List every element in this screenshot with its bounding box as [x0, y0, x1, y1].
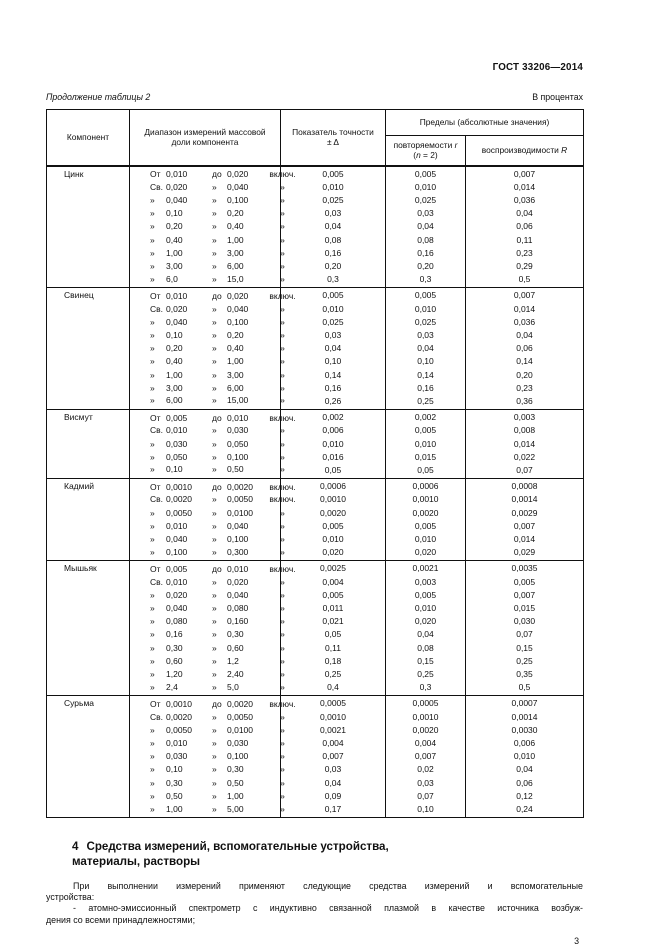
range-cell: » 3,00 » 6,00 » [130, 382, 281, 395]
value-cell: 0,004 [281, 737, 386, 750]
value-cell: 0,16 [281, 382, 386, 395]
component-cell: Мышьяк [47, 561, 130, 696]
value-cell: 0,010 [281, 303, 386, 316]
value-cell: 0,005 [386, 288, 466, 303]
value-cell: 0,010 [386, 602, 466, 615]
value-cell: 0,0020 [386, 724, 466, 737]
value-cell: 0,06 [466, 342, 584, 355]
table-row [47, 410, 584, 425]
range-cell: » 0,20 » 0,40 » [130, 342, 281, 355]
value-cell: 0,02 [386, 763, 466, 776]
value-cell: 0,0014 [466, 493, 584, 506]
value-cell: 0,020 [281, 546, 386, 561]
range-cell: » 1,20 » 2,40 » [130, 668, 281, 681]
range-cell: » 0,10 » 0,50 » [130, 464, 281, 479]
value-cell: 0,23 [466, 382, 584, 395]
value-cell: 0,016 [281, 451, 386, 464]
value-cell: 0,3 [386, 681, 466, 696]
col-header-repeatability: повторяемости r (n = 2) [386, 136, 466, 166]
value-cell: 0,05 [281, 464, 386, 479]
range-cell: От 0,010 до 0,020 включ. [130, 288, 281, 303]
value-cell: 0,08 [386, 234, 466, 247]
range-cell: » 0,030 » 0,100 » [130, 750, 281, 763]
range-cell: Св. 0,0020 » 0,0050 включ. [130, 493, 281, 506]
value-cell: 0,06 [466, 220, 584, 233]
table-row [47, 561, 584, 576]
value-cell: 0,005 [281, 589, 386, 602]
value-cell: 0,007 [466, 288, 584, 303]
value-cell: 0,025 [281, 194, 386, 207]
value-cell: 0,014 [466, 181, 584, 194]
value-cell: 0,25 [466, 655, 584, 668]
value-cell: 0,20 [281, 260, 386, 273]
value-cell: 0,021 [281, 615, 386, 628]
value-cell: 0,0010 [281, 493, 386, 506]
range-cell: » 6,0 » 15,0 » [130, 273, 281, 288]
value-cell: 0,010 [386, 303, 466, 316]
range-cell: » 0,080 » 0,160 » [130, 615, 281, 628]
value-cell: 0,025 [281, 316, 386, 329]
value-cell: 0,04 [386, 342, 466, 355]
value-cell: 0,25 [386, 395, 466, 410]
value-cell: 0,15 [466, 642, 584, 655]
col-header-accuracy: Показатель точности ± Δ [281, 110, 386, 166]
value-cell: 0,036 [466, 194, 584, 207]
value-cell: 0,003 [466, 410, 584, 425]
value-cell: 0,005 [386, 424, 466, 437]
range-cell: » 0,30 » 0,60 » [130, 642, 281, 655]
value-cell: 0,002 [281, 410, 386, 425]
value-cell: 0,003 [386, 576, 466, 589]
range-cell: Св. 0,0020 » 0,0050 » [130, 711, 281, 724]
value-cell: 0,04 [281, 777, 386, 790]
value-cell: 0,0008 [466, 479, 584, 494]
value-cell: 0,15 [386, 655, 466, 668]
value-cell: 0,07 [466, 464, 584, 479]
value-cell: 0,23 [466, 247, 584, 260]
value-cell: 0,0014 [466, 711, 584, 724]
value-cell: 0,11 [466, 234, 584, 247]
value-cell: 0,010 [281, 438, 386, 451]
range-cell: Св. 0,010 » 0,020 » [130, 576, 281, 589]
value-cell: 0,036 [466, 316, 584, 329]
range-cell: » 0,20 » 0,40 » [130, 220, 281, 233]
value-cell: 0,16 [386, 382, 466, 395]
value-cell: 0,010 [281, 533, 386, 546]
value-cell: 0,010 [386, 533, 466, 546]
range-cell: » 0,040 » 0,080 » [130, 602, 281, 615]
value-cell: 0,007 [466, 520, 584, 533]
value-cell: 0,14 [466, 355, 584, 368]
value-cell: 0,0010 [386, 711, 466, 724]
value-cell: 0,04 [386, 220, 466, 233]
range-cell: » 0,040 » 0,100 » [130, 194, 281, 207]
value-cell: 0,005 [281, 288, 386, 303]
value-cell: 0,0025 [281, 561, 386, 576]
value-cell: 0,007 [466, 166, 584, 181]
component-cell: Сурьма [47, 696, 130, 818]
value-cell: 0,007 [386, 750, 466, 763]
component-cell: Свинец [47, 288, 130, 410]
col-header-reproducibility: воспроизводимости R [466, 136, 584, 166]
range-cell: Св. 0,020 » 0,040 » [130, 303, 281, 316]
value-cell: 0,010 [281, 181, 386, 194]
value-cell: 0,26 [281, 395, 386, 410]
range-cell: » 1,00 » 3,00 » [130, 369, 281, 382]
value-cell: 0,008 [466, 424, 584, 437]
range-cell: » 2,4 » 5,0 » [130, 681, 281, 696]
table-row [47, 288, 584, 303]
range-cell: От 0,005 до 0,010 включ. [130, 410, 281, 425]
value-cell: 0,09 [281, 790, 386, 803]
value-cell: 0,0010 [281, 711, 386, 724]
range-cell: » 0,0050 » 0,0100 » [130, 724, 281, 737]
range-cell: » 0,020 » 0,040 » [130, 589, 281, 602]
value-cell: 0,25 [281, 668, 386, 681]
value-cell: 0,14 [386, 369, 466, 382]
col-header-limits: Пределы (абсолютные значения) [386, 110, 584, 136]
value-cell: 0,04 [466, 207, 584, 220]
value-cell: 0,014 [466, 303, 584, 316]
value-cell: 0,05 [386, 464, 466, 479]
value-cell: 0,10 [386, 803, 466, 818]
table-row [47, 479, 584, 494]
value-cell: 0,03 [281, 763, 386, 776]
value-cell: 0,0007 [466, 696, 584, 711]
value-cell: 0,010 [386, 181, 466, 194]
value-cell: 0,29 [466, 260, 584, 273]
col-header-component: Компонент [47, 110, 130, 166]
range-cell: » 0,100 » 0,300 » [130, 546, 281, 561]
range-cell: » 1,00 » 5,00 » [130, 803, 281, 818]
value-cell: 0,006 [466, 737, 584, 750]
value-cell: 0,03 [281, 207, 386, 220]
page-number: 3 [574, 936, 579, 946]
table-row [47, 696, 584, 711]
value-cell: 0,16 [386, 247, 466, 260]
range-cell: От 0,0010 до 0,0020 включ. [130, 696, 281, 711]
component-cell: Цинк [47, 166, 130, 288]
component-cell: Кадмий [47, 479, 130, 561]
range-cell: » 0,0050 » 0,0100 » [130, 507, 281, 520]
range-cell: » 0,040 » 0,100 » [130, 316, 281, 329]
value-cell: 0,07 [466, 628, 584, 641]
value-cell: 0,005 [386, 520, 466, 533]
value-cell: 0,005 [281, 166, 386, 181]
value-cell: 0,029 [466, 546, 584, 561]
range-cell: От 0,010 до 0,020 включ. [130, 166, 281, 181]
value-cell: 0,006 [281, 424, 386, 437]
value-cell: 0,36 [466, 395, 584, 410]
range-cell: » 0,50 » 1,00 » [130, 790, 281, 803]
range-cell: » 0,60 » 1,2 » [130, 655, 281, 668]
value-cell: 0,015 [386, 451, 466, 464]
range-cell: От 0,005 до 0,010 включ. [130, 561, 281, 576]
value-cell: 0,07 [386, 790, 466, 803]
table-caption: Продолжение таблицы 2 [46, 92, 151, 102]
table-row [47, 166, 584, 181]
value-cell: 0,022 [466, 451, 584, 464]
table-body [47, 166, 584, 818]
value-cell: 0,18 [281, 655, 386, 668]
range-cell: » 6,00 » 15,00 » [130, 395, 281, 410]
value-cell: 0,0029 [466, 507, 584, 520]
range-cell: » 0,050 » 0,100 » [130, 451, 281, 464]
value-cell: 0,0020 [386, 507, 466, 520]
value-cell: 0,12 [466, 790, 584, 803]
value-cell: 0,011 [281, 602, 386, 615]
value-cell: 0,004 [386, 737, 466, 750]
value-cell: 0,005 [281, 520, 386, 533]
range-cell: » 0,16 » 0,30 » [130, 628, 281, 641]
value-cell: 0,014 [466, 438, 584, 451]
range-cell: » 0,10 » 0,20 » [130, 329, 281, 342]
value-cell: 0,0030 [466, 724, 584, 737]
paragraph: При выполнении измерений применяют следующие средства измерений и вспомогательные устройства: [46, 880, 583, 903]
value-cell: 0,20 [386, 260, 466, 273]
value-cell: 0,04 [281, 342, 386, 355]
range-cell: » 0,30 » 0,50 » [130, 777, 281, 790]
range-cell: » 0,030 » 0,050 » [130, 438, 281, 451]
range-cell: Св. 0,020 » 0,040 » [130, 181, 281, 194]
value-cell: 0,005 [386, 166, 466, 181]
units-label: В процентах [532, 92, 583, 102]
value-cell: 0,010 [386, 438, 466, 451]
range-cell: Св. 0,010 » 0,030 » [130, 424, 281, 437]
value-cell: 0,0035 [466, 561, 584, 576]
value-cell: 0,03 [386, 777, 466, 790]
value-cell: 0,0021 [386, 561, 466, 576]
paragraph: - атомно-эмиссионный спектрометр с индуктивно связанной плазмой в качестве источника возбуж- дения со всеми принадлежностями; [46, 903, 583, 925]
value-cell: 0,10 [281, 355, 386, 368]
value-cell: 0,0005 [386, 696, 466, 711]
measurement-table [46, 109, 584, 818]
value-cell: 0,004 [281, 576, 386, 589]
value-cell: 0,0006 [281, 479, 386, 494]
value-cell: 0,06 [466, 777, 584, 790]
range-cell: » 0,10 » 0,20 » [130, 207, 281, 220]
range-cell: » 1,00 » 3,00 » [130, 247, 281, 260]
value-cell: 0,25 [386, 668, 466, 681]
value-cell: 0,10 [386, 355, 466, 368]
range-cell: » 0,040 » 0,100 » [130, 533, 281, 546]
value-cell: 0,0006 [386, 479, 466, 494]
value-cell: 0,0021 [281, 724, 386, 737]
value-cell: 0,04 [466, 763, 584, 776]
value-cell: 0,007 [466, 589, 584, 602]
table-caption-row [46, 92, 583, 102]
value-cell: 0,16 [281, 247, 386, 260]
value-cell: 0,3 [386, 273, 466, 288]
value-cell: 0,007 [281, 750, 386, 763]
value-cell: 0,05 [281, 628, 386, 641]
value-cell: 0,015 [466, 602, 584, 615]
value-cell: 0,010 [466, 750, 584, 763]
col-header-range: Диапазон измерений массовой доли компонента [130, 110, 281, 166]
value-cell: 0,14 [281, 369, 386, 382]
value-cell: 0,04 [281, 220, 386, 233]
value-cell: 0,03 [386, 329, 466, 342]
range-cell: » 0,40 » 1,00 » [130, 234, 281, 247]
value-cell: 0,5 [466, 273, 584, 288]
value-cell: 0,04 [466, 329, 584, 342]
value-cell: 0,4 [281, 681, 386, 696]
value-cell: 0,0010 [386, 493, 466, 506]
section-heading-line1: 4 Средства измерений, вспомогательные устройства, [72, 840, 389, 854]
value-cell: 0,0020 [281, 507, 386, 520]
range-cell: От 0,0010 до 0,0020 включ. [130, 479, 281, 494]
value-cell: 0,0005 [281, 696, 386, 711]
doc-header-standard: ГОСТ 33206—2014 [492, 62, 583, 73]
table-header [47, 110, 584, 166]
range-cell: » 0,010 » 0,030 » [130, 737, 281, 750]
value-cell: 0,002 [386, 410, 466, 425]
value-cell: 0,11 [281, 642, 386, 655]
value-cell: 0,020 [386, 615, 466, 628]
section-heading [72, 839, 583, 869]
value-cell: 0,025 [386, 194, 466, 207]
value-cell: 0,35 [466, 668, 584, 681]
value-cell: 0,17 [281, 803, 386, 818]
range-cell: » 3,00 » 6,00 » [130, 260, 281, 273]
value-cell: 0,03 [281, 329, 386, 342]
component-cell: Висмут [47, 410, 130, 479]
section-number: 4 [72, 840, 79, 854]
value-cell: 0,5 [466, 681, 584, 696]
value-cell: 0,005 [466, 576, 584, 589]
section-heading-line2: материалы, растворы [72, 855, 201, 869]
value-cell: 0,03 [386, 207, 466, 220]
range-cell: » 0,10 » 0,30 » [130, 763, 281, 776]
range-cell: » 0,010 » 0,040 » [130, 520, 281, 533]
value-cell: 0,025 [386, 316, 466, 329]
value-cell: 0,020 [386, 546, 466, 561]
value-cell: 0,08 [386, 642, 466, 655]
value-cell: 0,014 [466, 533, 584, 546]
value-cell: 0,08 [281, 234, 386, 247]
value-cell: 0,04 [386, 628, 466, 641]
value-cell: 0,005 [386, 589, 466, 602]
value-cell: 0,030 [466, 615, 584, 628]
value-cell: 0,24 [466, 803, 584, 818]
range-cell: » 0,40 » 1,00 » [130, 355, 281, 368]
value-cell: 0,20 [466, 369, 584, 382]
value-cell: 0,3 [281, 273, 386, 288]
